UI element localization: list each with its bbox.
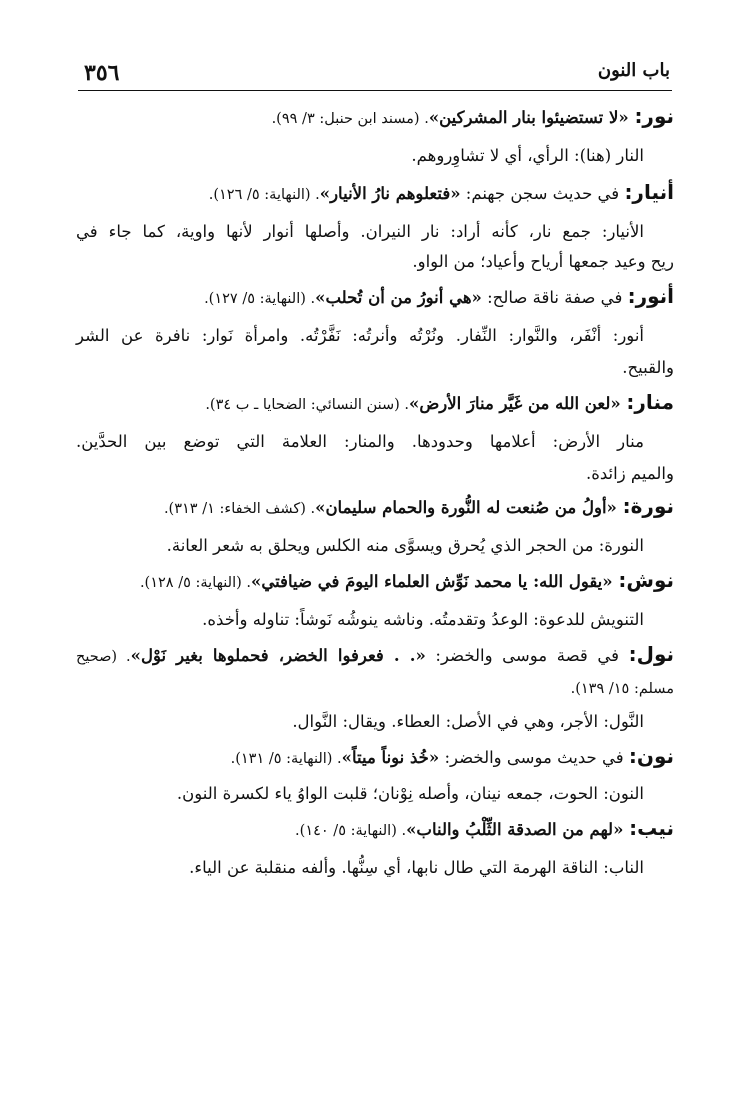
entry-definition: والقبيح. — [622, 358, 674, 377]
page-header — [84, 56, 670, 86]
entry-source: . (النهاية: ٥/ ١٢٨). — [139, 575, 252, 591]
page-number: ٣٥٦ — [84, 60, 120, 86]
header-rule — [78, 90, 672, 91]
entry-headline — [231, 744, 674, 771]
entry-context: في حديث موسى والخضر: — [439, 748, 629, 767]
entry-headline — [76, 642, 674, 669]
entry-source: . (صحيح — [76, 649, 131, 665]
entry-source: . (النهاية: ٥/ ١٢٧). — [204, 291, 316, 307]
entry-source: . (النهاية: ٥/ ١٣١). — [230, 751, 342, 767]
entry-term: نوش: — [618, 568, 674, 592]
entry-quote: «خُذ نوناً ميتاً» — [341, 748, 440, 767]
entry-definition: أنور: أنْفَر، والنَّوار: النِّفار. ونُرْتُه وأنرتُه: نَفَّرْتُه. وامرأة نَوار: نافرة عن الشر — [76, 326, 644, 345]
running-head: باب النون — [597, 60, 670, 81]
entry-definition: التنويش للدعوة: الوعدُ وتقدمتُه. وناشه ينوشُه نَوشاً: تناوله وأخذه. — [202, 610, 644, 629]
entry-term: نون: — [628, 744, 674, 768]
entry-headline — [164, 494, 674, 521]
entry-term: نور: — [634, 104, 674, 128]
entry-term: نول: — [628, 642, 674, 666]
entry-headline — [295, 816, 674, 843]
entry-definition: الأنيار: جمع نار، كأنه أراد: نار النيران. وأصلها أنوار لأنها واوية، كما جاء في — [76, 222, 644, 241]
entry-definition: النَّول: الأجر، وهي في الأصل: العطاء. ويقال: النَّوال. — [292, 712, 644, 731]
entry-source: . (النهاية: ٥/ ١٤٠). — [295, 823, 407, 839]
entry-quote: «لهم من الصدقة الثِّلْبُ والناب» — [406, 820, 630, 839]
entry-quote: «أولُ من صُنعت له النُّورة والحمام سليمان» — [315, 498, 623, 517]
entry-definition: النورة: من الحجر الذي يُحرق ويسوَّى منه الكلس ويحلق به شعر العانة. — [166, 536, 644, 555]
entry-source: . (كشف الخفاء: ١/ ٣١٣). — [163, 501, 316, 517]
entry-headline — [272, 104, 674, 131]
entry-quote: «يقول الله: يا محمد نَوِّش العلماء اليومَ في ضيافتي» — [251, 572, 619, 591]
entry-quote: «. . فعرفوا الخضر، فحملوها بغير نَوْل» — [130, 646, 426, 665]
entry-context: في قصة موسى والخضر: — [425, 646, 629, 665]
entry-source: مسلم: ١٥/ ١٣٩). — [570, 681, 674, 697]
entry-definition: الناب: الناقة الهرمة التي طال نابها، أي سِنُّها. وألفه منقلبة عن الياء. — [189, 858, 644, 877]
entry-context: في صفة ناقة صالح: — [481, 288, 628, 307]
entry-quote: «لا تستضيئوا بنار المشركين» — [428, 108, 635, 127]
entry-quote: «هي أنورُ من أن تُحلب» — [315, 288, 482, 307]
entry-source-continuation — [571, 676, 674, 701]
entry-definition: ريح وعيد جمعها أرياح وأعياد؛ من الواو. — [412, 252, 674, 271]
entry-source: . (مسند ابن حنبل: ٣/ ٩٩). — [271, 111, 429, 127]
entry-headline — [140, 568, 674, 595]
entry-quote: «فتعلوهم نارُ الأنيار» — [319, 184, 461, 203]
entry-quote: «لعن الله من غَيَّر منارَ الأرض» — [409, 394, 627, 413]
entry-source: . (سنن النسائي: الضحايا ـ ب ٣٤). — [205, 397, 410, 413]
entry-headline — [209, 180, 674, 207]
entry-definition: النار (هنا): الرأي، أي لا تشاوِروهم. — [411, 146, 644, 165]
entry-term: نورة: — [622, 494, 674, 518]
entry-definition: منار الأرض: أعلامها وحدودها. والمنار: العلامة التي توضع بين الحدَّين. — [76, 432, 644, 451]
entry-term: نيب: — [629, 816, 674, 840]
entry-headline — [205, 390, 674, 417]
entry-term: أنور: — [627, 284, 674, 308]
entry-definition: النون: الحوت، جمعه نينان، وأصله نِوْنان؛ قلبت الواوُ ياء لكسرة النون. — [176, 784, 644, 803]
entry-source: . (النهاية: ٥/ ١٢٦). — [208, 187, 320, 203]
entry-term: منار: — [626, 390, 674, 414]
entry-term: أنيار: — [624, 180, 674, 204]
entry-definition: والميم زائدة. — [585, 464, 674, 483]
entry-context: في حديث سجن جهنم: — [460, 184, 625, 203]
entry-headline — [204, 284, 674, 311]
